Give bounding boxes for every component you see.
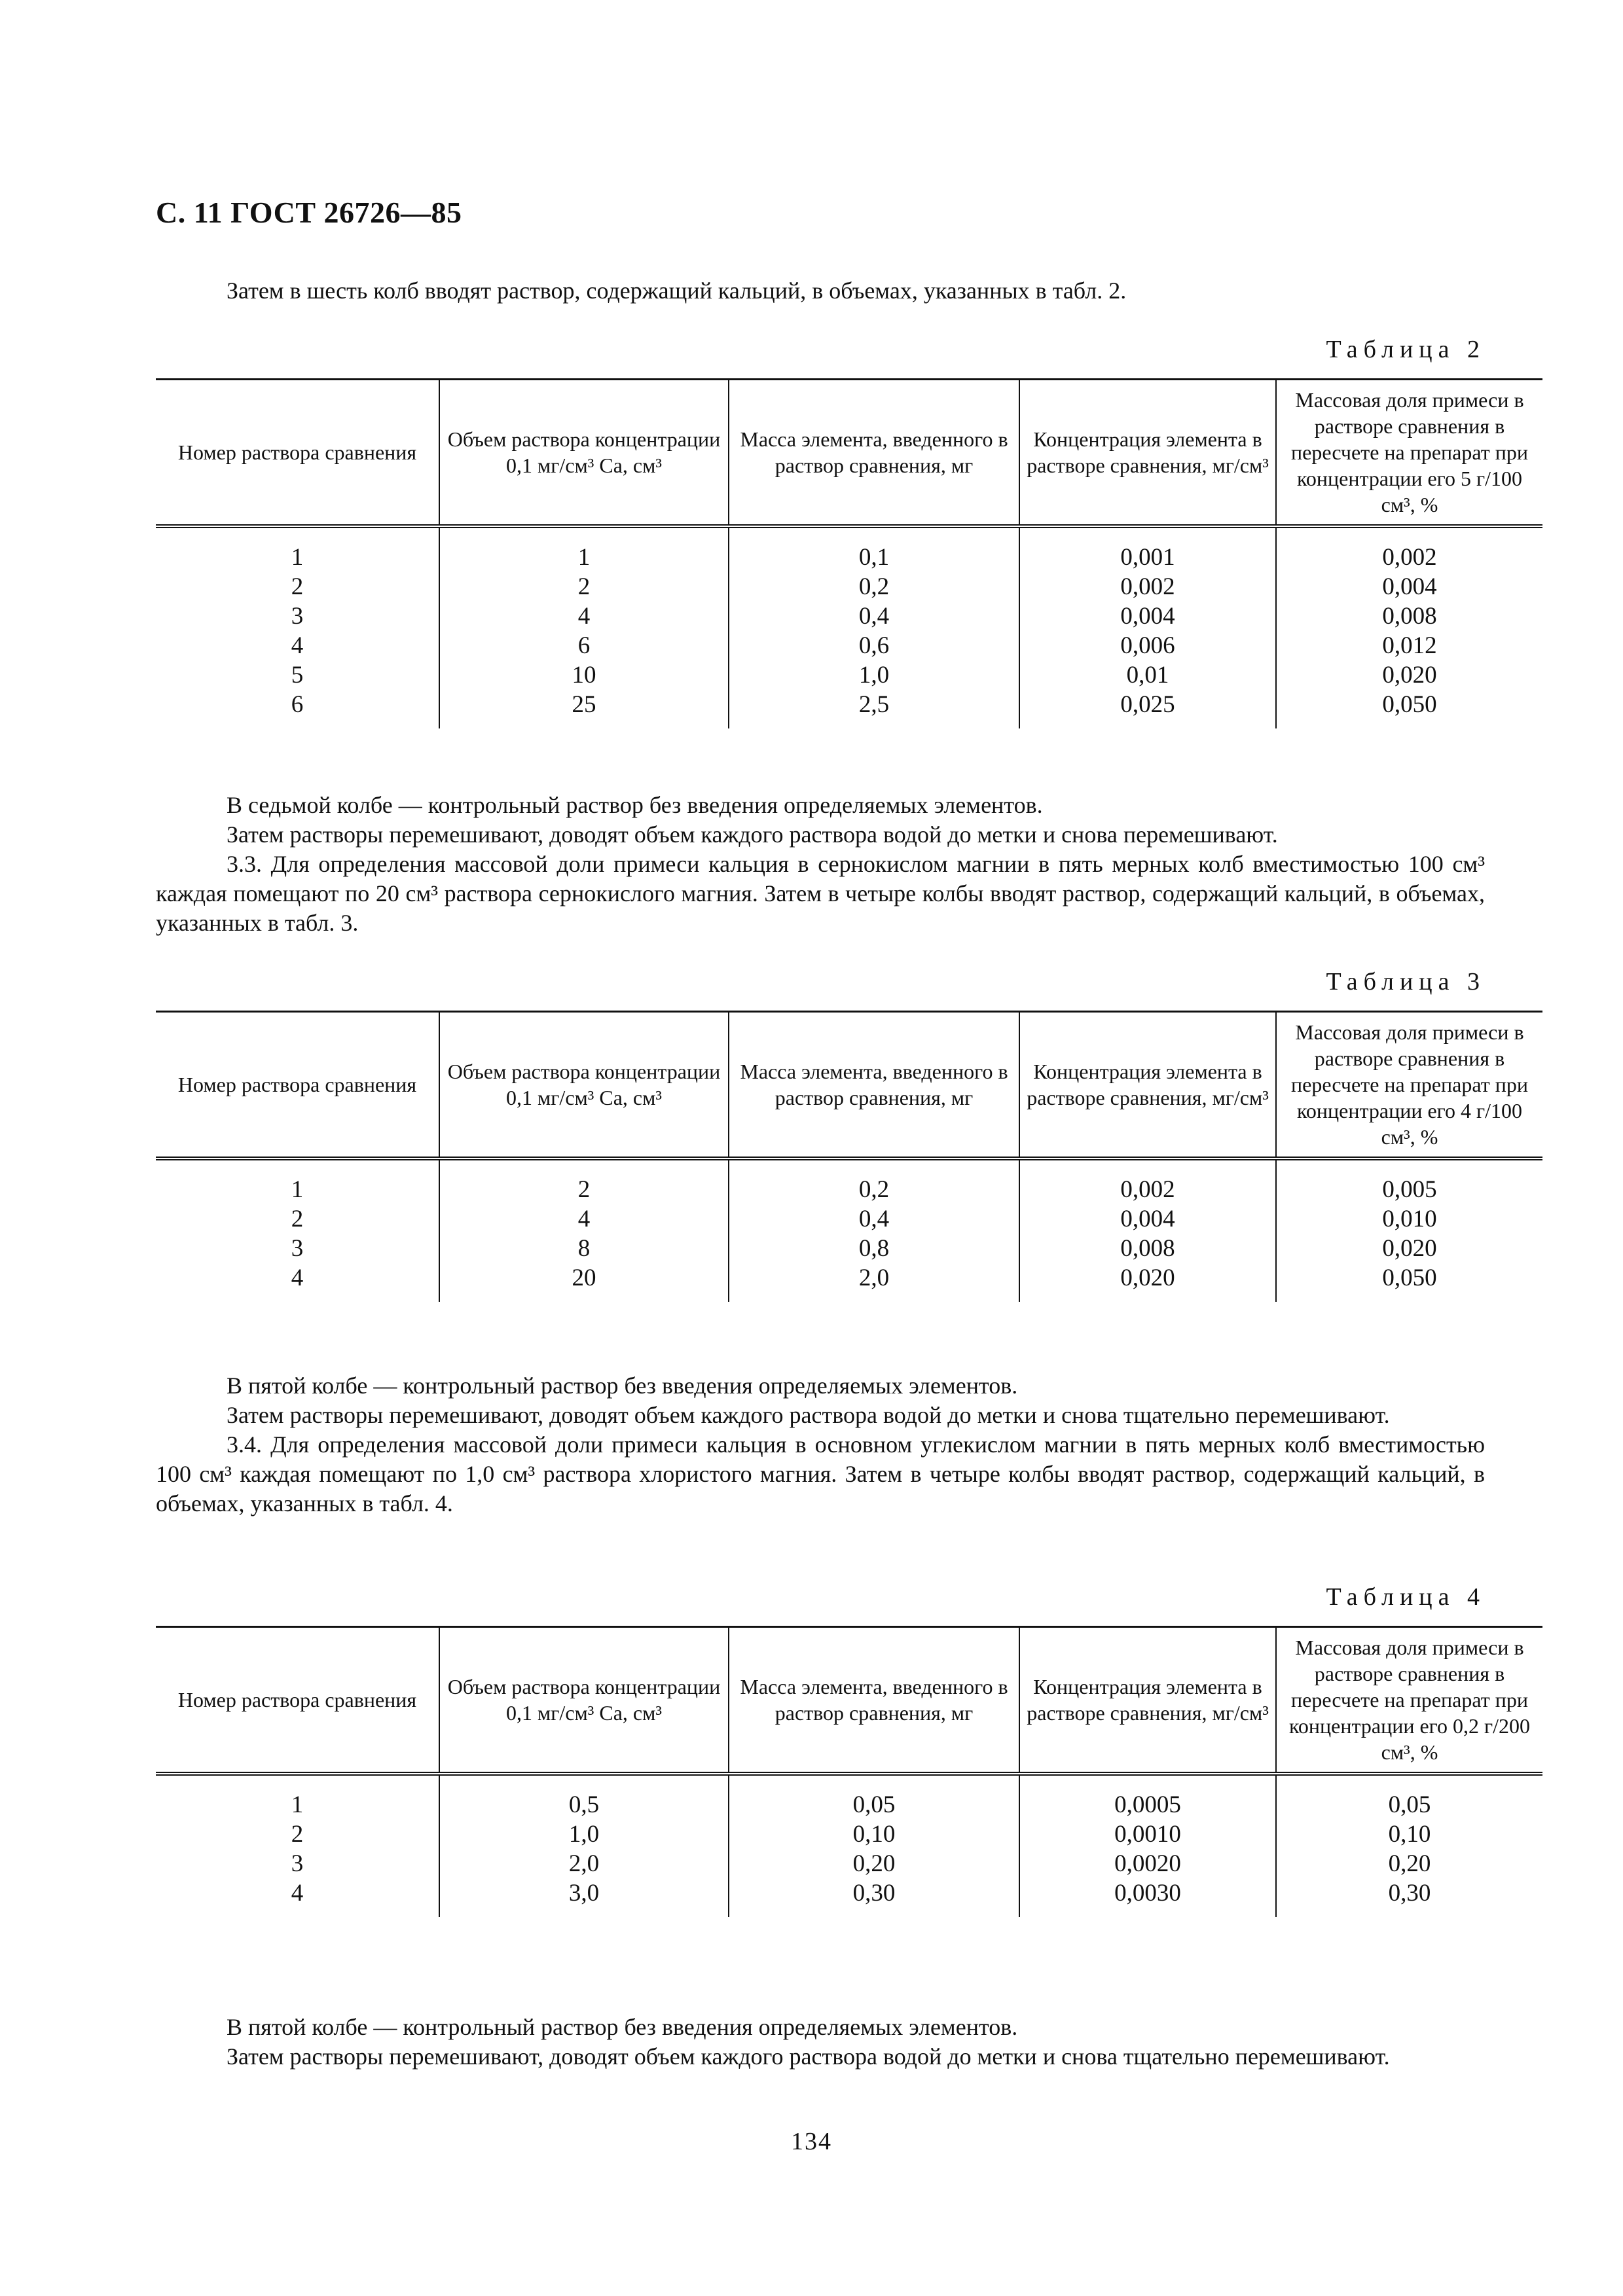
table4 — [156, 1626, 1542, 1917]
table-cell: 0,0020 — [1114, 1850, 1181, 1877]
table-cell: 0,025 — [1120, 691, 1175, 718]
table-cell: 0,6 — [858, 632, 890, 659]
table-cell: 0,30 — [1388, 1880, 1431, 1907]
table-cell: 4 — [291, 1880, 304, 1907]
table-cell: 0,2 — [858, 1176, 890, 1203]
table-cell: 2,0 — [858, 1265, 890, 1291]
table-cell: 1 — [291, 1176, 304, 1203]
table2 — [156, 378, 1542, 728]
table-cell: 1 — [577, 544, 591, 571]
header-col5: Массовая доля примеси в растворе сравнения в пересчете на препарат при концентрации его 4 г/100 см³, % — [1276, 1012, 1542, 1159]
table2-col3-values — [729, 526, 1019, 728]
table-cell: 2 — [291, 573, 304, 600]
table-cell: 0,05 — [852, 1791, 896, 1818]
table-cell: 0,001 — [1120, 544, 1175, 571]
table-cell: 0,012 — [1382, 632, 1437, 659]
table-cell: 0,5 — [568, 1791, 600, 1818]
table-cell: 0,020 — [1382, 662, 1437, 689]
table-cell: 0,0010 — [1114, 1821, 1181, 1848]
table3-col4-values — [1019, 1158, 1276, 1302]
table-cell: 0,20 — [1388, 1850, 1431, 1877]
table-cell: 0,01 — [1126, 662, 1169, 689]
table4-header-row — [156, 1627, 1542, 1774]
table-cell: 8 — [577, 1235, 591, 1262]
header-col1: Номер раствора сравнения — [156, 380, 439, 527]
header-col3: Масса элемента, введенного в раствор сравнения, мг — [729, 1012, 1019, 1159]
table4-col5-values — [1276, 1774, 1542, 1917]
paragraphs-after-table3 — [156, 1371, 1485, 1518]
table2-header-row — [156, 380, 1542, 527]
table-cell: 0,0005 — [1114, 1791, 1181, 1818]
table-cell: 0,2 — [858, 573, 890, 600]
table-cell: 4 — [577, 1206, 591, 1232]
page-header: С. 11 ГОСТ 26726—85 — [156, 196, 462, 229]
table-cell: 0,1 — [858, 544, 890, 571]
table3-body-row — [156, 1158, 1542, 1302]
control-note-5: В пятой колбе — контрольный раствор без введения определяемых элементов. — [227, 2014, 1018, 2040]
table4-label: Таблица 4 — [1326, 1583, 1486, 1611]
table2-label: Таблица 2 — [1326, 336, 1486, 363]
table-cell: 0,10 — [1388, 1821, 1431, 1848]
table-cell: 0,020 — [1120, 1265, 1175, 1291]
table-cell: 2,5 — [858, 691, 890, 718]
table-cell: 0,002 — [1120, 1176, 1175, 1203]
header-col3: Масса элемента, введенного в раствор сравнения, мг — [729, 380, 1019, 527]
header-col1: Номер раствора сравнения — [156, 1627, 439, 1774]
table4-body-row — [156, 1774, 1542, 1917]
table2-col2-values — [439, 526, 729, 728]
mixing-note: Затем растворы перемешивают, доводят объем каждого раствора водой до метки и снова тщательно перемешивают. — [227, 1402, 1390, 1428]
header-col5: Массовая доля примеси в растворе сравнения в пересчете на препарат при концентрации его 0,2 г/200 см³, % — [1276, 1627, 1542, 1774]
table3-label: Таблица 3 — [1326, 968, 1486, 996]
intro-paragraph — [156, 276, 1485, 306]
table-cell: 6 — [291, 691, 304, 718]
header-col2: Объем раствора концентрации 0,1 мг/см³ Са, см³ — [439, 1627, 729, 1774]
table-cell: 20 — [572, 1265, 596, 1291]
mixing-note: Затем растворы перемешивают, доводят объем каждого раствора водой до метки и снова тщательно перемешивают. — [227, 2043, 1390, 2070]
table3-col2-values — [439, 1158, 729, 1302]
header-col5: Массовая доля примеси в растворе сравнения в пересчете на препарат при концентрации его 5 г/100 см³, % — [1276, 380, 1542, 527]
table2-col4-values — [1019, 526, 1276, 728]
table-cell: 10 — [572, 662, 596, 689]
table-cell: 0,050 — [1382, 691, 1437, 718]
table-cell: 0,4 — [858, 603, 890, 630]
table3-col5-values — [1276, 1158, 1542, 1302]
table-cell: 0,004 — [1382, 573, 1437, 600]
table4-col3-values — [729, 1774, 1019, 1917]
page-number: 134 — [791, 2128, 832, 2155]
header-col4: Концентрация элемента в растворе сравнения, мг/см³ — [1019, 1012, 1276, 1159]
table-cell: 1,0 — [858, 662, 890, 689]
table-cell: 0,10 — [852, 1821, 896, 1848]
table2-body-row — [156, 526, 1542, 728]
control-note-7: В седьмой колбе — контрольный раствор без введения определяемых элементов. — [227, 792, 1043, 818]
table-cell: 3 — [291, 1850, 304, 1877]
table4-col4-values — [1019, 1774, 1276, 1917]
table-cell: 0,008 — [1120, 1235, 1175, 1262]
table-cell: 0,05 — [1388, 1791, 1431, 1818]
header-col2: Объем раствора концентрации 0,1 мг/см³ Са, см³ — [439, 1012, 729, 1159]
table2-col5-values — [1276, 526, 1542, 728]
table-cell: 5 — [291, 662, 304, 689]
mixing-note: Затем растворы перемешивают, доводят объем каждого раствора водой до метки и снова перемешивают. — [227, 821, 1278, 848]
table-cell: 0,006 — [1120, 632, 1175, 659]
table-cell: 0,008 — [1382, 603, 1437, 630]
table-cell: 0,004 — [1120, 603, 1175, 630]
table-cell: 1 — [291, 544, 304, 571]
table-cell: 1,0 — [568, 1821, 600, 1848]
table-cell: 3,0 — [568, 1880, 600, 1907]
section-3-4: 3.4. Для определения массовой доли примеси кальция в основном углекислом магнии в пять мерных колб вместимостью 100 см³ каждая помещают по 1,0 см³ раствора хлористого магния. Затем в четыре колбы вводят раствор, содержащий кальций, в объемах, указанных в табл. 4. — [156, 1431, 1485, 1516]
table-cell: 2 — [577, 1176, 591, 1203]
table-cell: 3 — [291, 603, 304, 630]
table-cell: 2 — [291, 1821, 304, 1848]
table-cell: 2,0 — [568, 1850, 600, 1877]
section-3-3: 3.3. Для определения массовой доли примеси кальция в сернокислом магнии в пять мерных колб вместимостью 100 см³ каждая помещают по 20 см³ раствора сернокислого магния. Затем в четыре колбы вводят раствор, содержащий кальций, в объемах, указанных в табл. 3. — [156, 851, 1485, 936]
table-cell: 0,30 — [852, 1880, 896, 1907]
table3-col3-values — [729, 1158, 1019, 1302]
table3-col1-values — [156, 1158, 439, 1302]
table-cell: 6 — [577, 632, 591, 659]
table4-col1-values — [156, 1774, 439, 1917]
table3 — [156, 1011, 1542, 1302]
table-cell: 0,004 — [1120, 1206, 1175, 1232]
table-cell: 2 — [291, 1206, 304, 1232]
paragraphs-after-table2 — [156, 791, 1485, 938]
header-col4: Концентрация элемента в растворе сравнения, мг/см³ — [1019, 380, 1276, 527]
table-cell: 0,002 — [1120, 573, 1175, 600]
table-cell: 1 — [291, 1791, 304, 1818]
table3-header-row — [156, 1012, 1542, 1159]
header-col2: Объем раствора концентрации 0,1 мг/см³ Са, см³ — [439, 380, 729, 527]
table2-col1-values — [156, 526, 439, 728]
table-cell: 0,20 — [852, 1850, 896, 1877]
table-cell: 0,005 — [1382, 1176, 1437, 1203]
intro-text: Затем в шесть колб вводят раствор, содержащий кальций, в объемах, указанных в табл. 2. — [227, 278, 1127, 304]
table-cell: 0,4 — [858, 1206, 890, 1232]
table-cell: 0,002 — [1382, 544, 1437, 571]
table-cell: 4 — [577, 603, 591, 630]
table-cell: 3 — [291, 1235, 304, 1262]
table-cell: 4 — [291, 632, 304, 659]
control-note-5: В пятой колбе — контрольный раствор без введения определяемых элементов. — [227, 1372, 1018, 1399]
table-cell: 0,050 — [1382, 1265, 1437, 1291]
table-cell: 0,010 — [1382, 1206, 1437, 1232]
header-col1: Номер раствора сравнения — [156, 1012, 439, 1159]
table-cell: 0,020 — [1382, 1235, 1437, 1262]
table-cell: 25 — [572, 691, 596, 718]
header-col3: Масса элемента, введенного в раствор сравнения, мг — [729, 1627, 1019, 1774]
table-cell: 0,0030 — [1114, 1880, 1181, 1907]
table-cell: 2 — [577, 573, 591, 600]
header-col4: Концентрация элемента в растворе сравнения, мг/см³ — [1019, 1627, 1276, 1774]
table-cell: 0,8 — [858, 1235, 890, 1262]
table-cell: 4 — [291, 1265, 304, 1291]
paragraphs-after-table4 — [156, 2013, 1485, 2072]
table4-col2-values — [439, 1774, 729, 1917]
